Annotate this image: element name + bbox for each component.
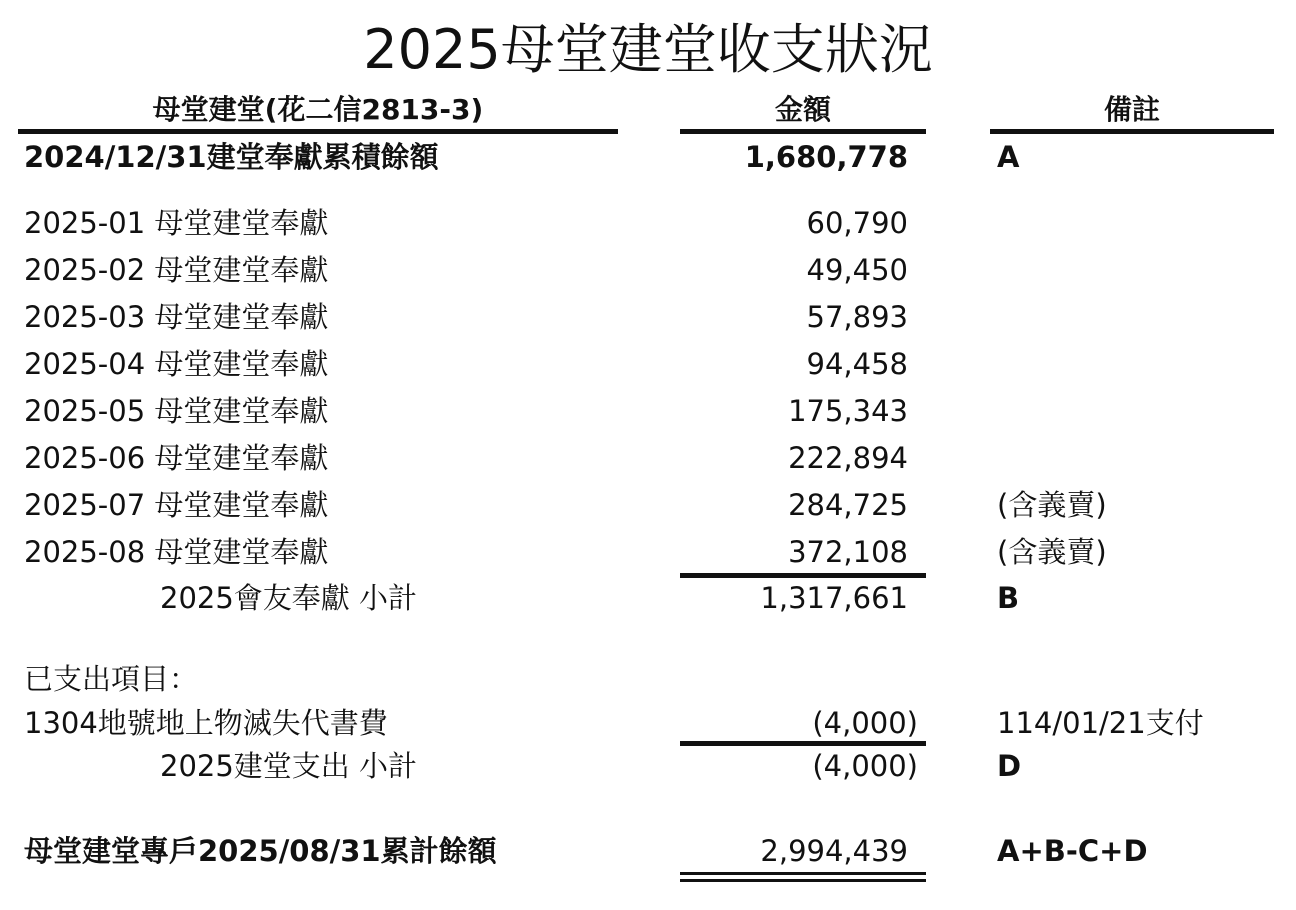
header-rule-amount	[680, 129, 926, 134]
income-subtotal-label: 2025會友奉獻 小計	[160, 581, 418, 615]
closing-amount: 2,994,439	[760, 834, 908, 868]
page-title: 2025母堂建堂收支狀況	[363, 18, 933, 81]
opening-amount: 1,680,778	[744, 140, 908, 174]
row-label: 2025-04 母堂建堂奉獻	[24, 347, 329, 381]
expense-amount: (4,000)	[812, 706, 918, 740]
expense-subtotal-label: 2025建堂支出 小計	[160, 749, 418, 783]
opening-note: A	[997, 140, 1020, 174]
subtotal-rule-income	[680, 573, 926, 578]
expense-heading: 已支出項目：	[24, 662, 199, 696]
row-amount: 222,894	[788, 441, 908, 475]
header-item: 母堂建堂(花二信2813-3)	[152, 93, 484, 126]
row-amount: 94,458	[806, 347, 908, 381]
expense-subtotal-note: D	[997, 749, 1022, 783]
row-amount: 284,725	[788, 488, 908, 522]
income-subtotal-note: B	[997, 581, 1020, 615]
closing-double-rule-top	[680, 872, 926, 875]
opening-label: 2024/12/31建堂奉獻累積餘額	[24, 140, 439, 174]
header-rule-note	[990, 129, 1274, 134]
row-amount: 60,790	[806, 206, 908, 240]
row-amount: 57,893	[806, 300, 908, 334]
subtotal-rule-expense	[680, 741, 926, 746]
closing-note: A+B-C+D	[997, 834, 1148, 868]
row-label: 2025-01 母堂建堂奉獻	[24, 206, 329, 240]
closing-label: 母堂建堂專戶2025/08/31累計餘額	[24, 834, 497, 868]
row-label: 2025-02 母堂建堂奉獻	[24, 253, 329, 287]
row-label: 2025-07 母堂建堂奉獻	[24, 488, 329, 522]
header-note: 備註	[1103, 93, 1160, 126]
header-rule-item	[18, 129, 618, 134]
row-label: 2025-06 母堂建堂奉獻	[24, 441, 329, 475]
expense-label: 1304地號地上物滅失代書費	[24, 706, 388, 740]
header-amount: 金額	[774, 93, 831, 126]
expense-subtotal-amount: (4,000)	[812, 749, 918, 783]
row-label: 2025-05 母堂建堂奉獻	[24, 394, 329, 428]
row-amount: 175,343	[788, 394, 908, 428]
row-note: (含義賣)	[997, 535, 1107, 569]
row-label: 2025-08 母堂建堂奉獻	[24, 535, 329, 569]
row-note: (含義賣)	[997, 488, 1107, 522]
expense-note: 114/01/21支付	[997, 706, 1204, 740]
closing-double-rule-bottom	[680, 879, 926, 882]
row-amount: 372,108	[788, 535, 908, 569]
row-amount: 49,450	[806, 253, 908, 287]
income-subtotal-amount: 1,317,661	[760, 581, 908, 615]
row-label: 2025-03 母堂建堂奉獻	[24, 300, 329, 334]
